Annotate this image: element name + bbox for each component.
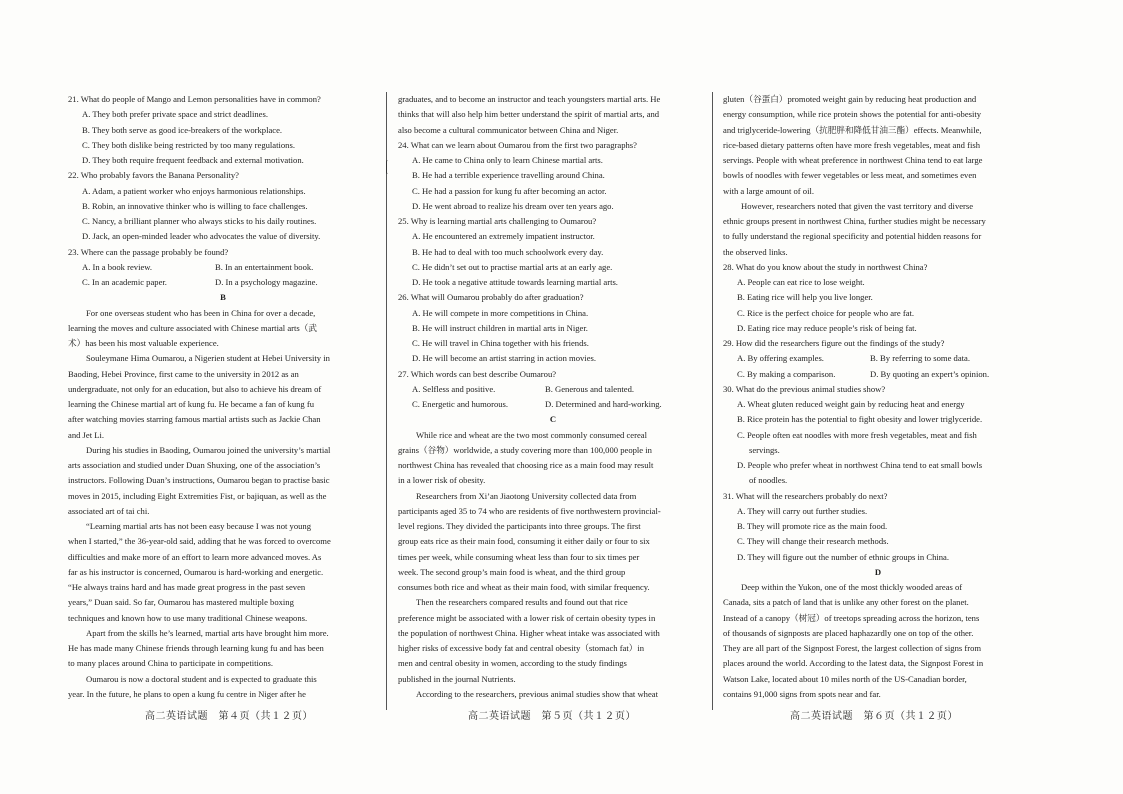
- option-row: [723, 351, 1033, 366]
- passage-line: undergraduate, not only for an education, but also to achieve his dream of: [68, 383, 322, 394]
- option: A. People can eat rice to lose weight.: [737, 277, 865, 287]
- option: B. He will instruct children in martial arts in Niger.: [412, 322, 588, 333]
- option: A. Adam, a patient worker who enjoys harmonious relationships.: [82, 185, 306, 196]
- passage-line: Canada, sits a patch of land that is unlike any other forest on the planet.: [723, 597, 969, 608]
- option-row: [68, 260, 378, 275]
- question-28: 28. What do you know about the study in northwest China?: [723, 261, 928, 272]
- option: D. They both require frequent feedback and external motivation.: [82, 155, 304, 165]
- passage-line: Instead of a canopy（树冠）of treetops spreading across the horizon, tens: [723, 612, 980, 623]
- passage-line: in a lower risk of obesity.: [398, 475, 486, 486]
- option: D. They will figure out the number of ethnic groups in China.: [737, 551, 950, 562]
- passage-line: northwest China has revealed that choosing rice as a main food may result: [398, 460, 654, 470]
- passage-line: moves in 2015, including Eight Extremities Fist, or bajiquan, as well as the: [68, 490, 327, 501]
- question-21: 21. What do people of Mango and Lemon personalities have in common?: [68, 94, 321, 104]
- column-divider-left: [386, 92, 387, 710]
- question-24: 24. What can we learn about Oumarou from the first two paragraphs?: [398, 139, 637, 150]
- question-25: 25. Why is learning martial arts challenging to Oumarou?: [398, 216, 597, 226]
- page-footer-4: 高二英语试题 第４页（共１２页）: [145, 711, 313, 722]
- question-31: 31. What will the researchers probably do next?: [723, 490, 888, 501]
- passage-line: thinks that will also help him better understand the spirit of martial arts, and: [398, 109, 660, 120]
- question-26: 26. What will Oumarou probably do after graduation?: [398, 292, 584, 303]
- passage-c: [398, 428, 708, 703]
- option-row: [68, 275, 378, 290]
- passage-line: They are all part of the Signpost Forest, the largest collection of signs from: [723, 643, 982, 653]
- passage-line: difficulties and make more of an effort to learn more advanced moves. As: [68, 551, 322, 562]
- passage-line: ethnic groups present in northwest China, further studies might be necessary: [723, 216, 986, 226]
- option: B. Rice protein has the potential to fight obesity and lower triglyceride.: [737, 414, 983, 425]
- passage-line: year. In the future, he plans to open a kung fu centre in Niger after he: [68, 688, 306, 699]
- passage-line: participants aged 35 to 74 who are residents of five northwestern provincial-: [398, 505, 661, 516]
- option: B. By referring to some data.: [870, 353, 970, 364]
- option: C. He didn’t set out to practise martial arts at an early age.: [412, 261, 613, 272]
- section-heading-c: C: [549, 414, 557, 425]
- option-row: [723, 367, 1033, 382]
- passage-line: also become a cultural communicator between China and Niger.: [398, 124, 619, 135]
- margin-mark: [386, 160, 390, 174]
- column-divider-right: [712, 92, 713, 710]
- option: C. They both dislike being restricted by too many regulations.: [82, 139, 295, 150]
- option: A. Wheat gluten reduced weight gain by reducing heat and energy: [737, 399, 965, 409]
- passage-line: far as his instructor is concerned, Oumarou is hard-working and energetic.: [68, 566, 324, 577]
- option: B. They both serve as good ice-breakers of the workplace.: [82, 124, 283, 135]
- passage-line: bowls of noodles with fewer vegetables or less meat, and sometimes even: [723, 170, 977, 181]
- passage-line: Oumarou is now a doctoral student and is expected to graduate this: [86, 673, 317, 684]
- option: B. He had to deal with too much schoolwork every day.: [412, 246, 604, 257]
- option: C. He will travel in China together with his friends.: [412, 338, 589, 348]
- option: D. He went abroad to realize his dream over ten years ago.: [412, 200, 614, 211]
- option: D. By quoting an expert’s opinion.: [870, 368, 990, 379]
- page-column-6: [723, 92, 1033, 702]
- option: D. Eating rice may reduce people’s risk of being fat.: [737, 322, 917, 333]
- passage-line: level regions. They divided the participants into three groups. The first: [398, 521, 641, 531]
- page-footer-6: 高二英语试题 第６页（共１２页）: [790, 711, 958, 722]
- passage-line: week. The second group’s main food is wheat, and the third group: [398, 566, 626, 577]
- option: C. He had a passion for kung fu after becoming an actor.: [412, 185, 607, 196]
- passage-line: While rice and wheat are the two most commonly consumed cereal: [416, 429, 647, 440]
- option: A. He will compete in more competitions in China.: [412, 307, 589, 318]
- option: D. In a psychology magazine.: [215, 277, 318, 287]
- option: D. He will become an artist starring in action movies.: [412, 353, 597, 364]
- passage-line: During his studies in Baoding, Oumarou joined the university’s martial: [86, 444, 331, 455]
- passage-line: He has made many Chinese friends through learning kung fu and has been: [68, 643, 324, 653]
- page-column-5: [398, 92, 708, 702]
- passage-line: Researchers from Xi’an Jiaotong University collected data from: [416, 490, 637, 501]
- option: C. Rice is the perfect choice for people who are fat.: [737, 307, 915, 318]
- passage-line: Souleymane Hima Oumarou, a Nigerien student at Hebei University in: [86, 353, 330, 364]
- option: A. They will carry out further studies.: [737, 505, 868, 516]
- passage-line: Apart from the skills he’s learned, martial arts have brought him more.: [86, 627, 329, 638]
- passage-line: 术）has been his most valuable experience.: [68, 338, 219, 348]
- passage-line: places around the world. According to the latest data, the Signpost Forest in: [723, 658, 984, 669]
- passage-line: arts association and studied under Duan Shuxing, one of the association’s: [68, 460, 321, 470]
- passage-line: to fully understand the regional specificity and potential hidden reasons for: [723, 231, 982, 242]
- option: B. He had a terrible experience travelling around China.: [412, 170, 605, 181]
- passage-line: techniques and known how to use many traditional Chinese weapons.: [68, 612, 308, 623]
- option: A. In a book review.: [82, 261, 153, 272]
- passage-b-continued: [398, 92, 708, 138]
- passage-line: preference might be associated with a lower risk of certain obesity types in: [398, 612, 656, 623]
- passage-line: energy consumption, while rice protein shows the potential for anti-obesity: [723, 109, 982, 120]
- page-column-4: [68, 92, 378, 702]
- passage-line: gluten（谷蛋白）promoted weight gain by reducing heat production and: [723, 94, 977, 104]
- passage-line: of thousands of signposts are placed haphazardly one on top of the other.: [723, 627, 974, 638]
- question-30: 30. What do the previous animal studies show?: [723, 383, 886, 394]
- option-continued: servings.: [749, 444, 780, 455]
- passage-line: Baoding, Hebei Province, first came to the university in 2012 as an: [68, 368, 299, 379]
- passage-line: to many places around China to participate in competitions.: [68, 658, 274, 669]
- passage-line: Then the researchers compared results and found out that rice: [416, 597, 628, 608]
- option: B. In an entertainment book.: [215, 261, 314, 272]
- question-23: 23. Where can the passage probably be found?: [68, 246, 229, 257]
- option: C. People often eat noodles with more fresh vegetables, meat and fish: [737, 429, 977, 440]
- option: B. Robin, an innovative thinker who is willing to face challenges.: [82, 200, 308, 211]
- question-27: 27. Which words can best describe Oumarou?: [398, 368, 557, 379]
- option: D. People who prefer wheat in northwest China tend to eat small bowls: [737, 460, 983, 470]
- passage-line: Deep within the Yukon, one of the most thickly wooded areas of: [741, 582, 963, 592]
- option: A. By offering examples.: [737, 353, 824, 364]
- passage-line: when I started,” the 36-year-old said, adding that he was forced to overcome: [68, 536, 331, 547]
- passage-line: However, researchers noted that given the vast territory and diverse: [741, 200, 974, 211]
- passage-c-continued: [723, 92, 1033, 260]
- passage-line: associated art of tai chi.: [68, 505, 150, 516]
- question-29: 29. How did the researchers figure out the findings of the study?: [723, 338, 945, 348]
- passage-line: For one overseas student who has been in China for over a decade,: [86, 307, 316, 318]
- option: C. In an academic paper.: [82, 277, 167, 287]
- option: C. They will change their research methods.: [737, 536, 889, 547]
- option-row: [398, 382, 708, 397]
- option: D. Jack, an open-minded leader who advocates the value of diversity.: [82, 231, 321, 242]
- passage-line: consumes both rice and wheat as their main food, with similar frequency.: [398, 582, 650, 592]
- passage-line: times per week, while consuming wheat less than four to six times per: [398, 551, 640, 562]
- passage-line: with a large amount of oil.: [723, 185, 815, 196]
- passage-line: and triglyceride-lowering（抗肥胖和降低甘油三酯）effects. Meanwhile,: [723, 124, 982, 135]
- option-row: [398, 397, 708, 412]
- option: B. Eating rice will help you live longer.: [737, 292, 873, 303]
- passage-line: published in the journal Nutrients.: [398, 673, 516, 684]
- passage-line: instructors. Following Duan’s instructions, Oumarou began to practise basic: [68, 475, 330, 486]
- passage-line: higher risks of excessive body fat and central obesity（stomach fat）in: [398, 643, 645, 653]
- option-continued: of noodles.: [749, 475, 788, 486]
- passage-line: years,” Duan said. So far, Oumarou has mastered multiple boxing: [68, 597, 294, 608]
- passage-line: “He always trains hard and has made great progress in the past seven: [68, 582, 306, 592]
- passage-b: [68, 306, 378, 703]
- passage-line: rice-based dietary patterns often have more fresh vegetables, meat and fish: [723, 139, 980, 150]
- option: B. They will promote rice as the main food.: [737, 521, 888, 531]
- passage-line: group eats rice as their main food, consuming it either daily or four to six: [398, 536, 650, 547]
- section-heading-b: B: [220, 292, 226, 303]
- passage-line: the population of northwest China. Higher wheat intake was associated with: [398, 627, 660, 638]
- option: C. Nancy, a brilliant planner who always sticks to his daily routines.: [82, 216, 317, 226]
- passage-line: contains 91,000 signs from spots near and far.: [723, 688, 881, 699]
- passage-d: [723, 580, 1033, 702]
- option: D. Determined and hard-working.: [545, 399, 662, 409]
- option: A. Selfless and positive.: [412, 383, 496, 394]
- option: D. He took a negative attitude towards learning martial arts.: [412, 277, 618, 287]
- passage-line: Watson Lake, located about 10 miles north of the US-Canadian border,: [723, 673, 967, 684]
- passage-line: men and central obesity in women, according to the study findings: [398, 658, 627, 669]
- passage-line: after watching movies starring famous martial artists such as Jackie Chan: [68, 414, 321, 425]
- passage-line: servings. People with wheat preference in northwest China tend to eat large: [723, 155, 983, 165]
- section-heading-d: D: [874, 566, 882, 577]
- passage-line: graduates, and to become an instructor and teach youngsters martial arts. He: [398, 94, 661, 104]
- passage-line: the observed links.: [723, 246, 788, 257]
- passage-line: “Learning martial arts has not been easy because I was not young: [86, 521, 312, 531]
- option: B. Generous and talented.: [545, 383, 635, 394]
- question-22: 22. Who probably favors the Banana Personality?: [68, 170, 239, 181]
- option: C. Energetic and humorous.: [412, 399, 509, 409]
- passage-line: According to the researchers, previous animal studies show that wheat: [416, 688, 658, 699]
- option: A. They both prefer private space and strict deadlines.: [82, 109, 268, 120]
- option: A. He came to China only to learn Chinese martial arts.: [412, 155, 603, 165]
- option: C. By making a comparison.: [737, 368, 836, 379]
- passage-line: grains（谷物）worldwide, a study covering more than 100,000 people in: [398, 444, 652, 455]
- page-footer-5: 高二英语试题 第５页（共１２页）: [468, 711, 636, 722]
- option: A. He encountered an extremely impatient instructor.: [412, 231, 595, 242]
- passage-line: and Jet Li.: [68, 429, 105, 440]
- passage-line: learning the Chinese martial art of kung fu. He became a fan of kung fu: [68, 399, 315, 409]
- passage-line: learning the moves and culture associated with Chinese martial arts（武: [68, 322, 317, 333]
